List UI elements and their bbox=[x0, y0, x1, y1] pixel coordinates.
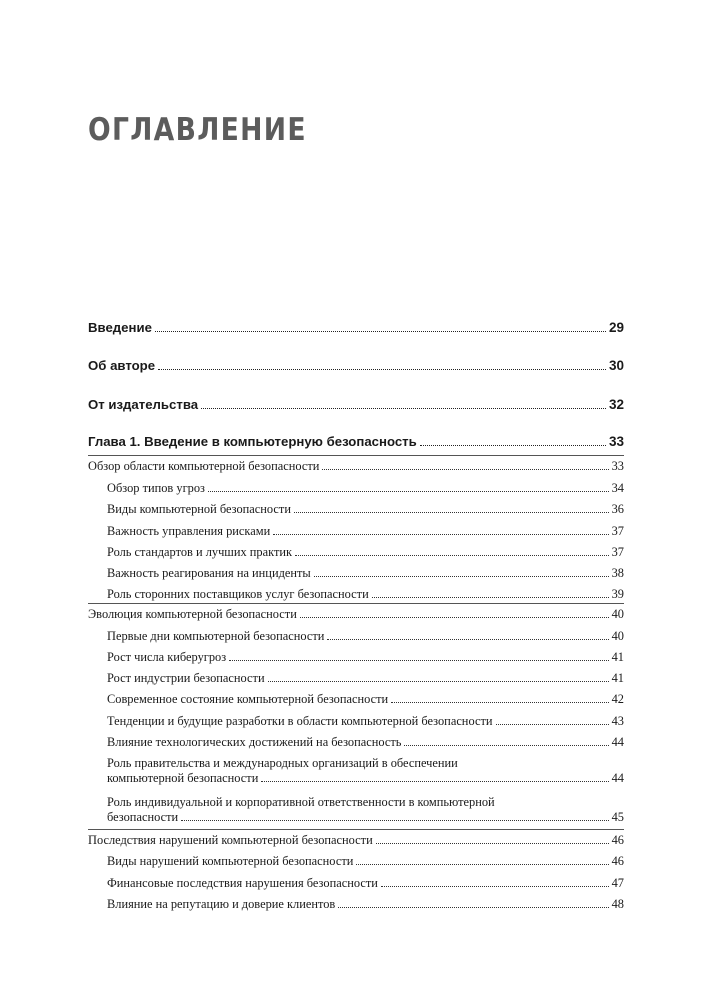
dot-leader bbox=[181, 820, 608, 821]
dot-leader bbox=[391, 702, 608, 703]
dot-leader bbox=[295, 555, 609, 556]
toc-entry-page: 30 bbox=[608, 358, 624, 373]
toc-entry-label: Современное состояние компьютерной безопасности bbox=[107, 692, 389, 706]
dot-leader bbox=[158, 369, 606, 370]
toc-entry-page: 46 bbox=[611, 854, 624, 868]
dot-leader bbox=[294, 512, 609, 513]
toc-entry-page: 41 bbox=[611, 671, 624, 685]
section-divider bbox=[88, 603, 624, 604]
dot-leader bbox=[208, 491, 609, 492]
dot-leader bbox=[372, 597, 609, 598]
toc-entry-label: Об авторе bbox=[88, 358, 156, 373]
toc-entry-subsection[interactable] bbox=[107, 756, 624, 786]
toc-entry-section[interactable] bbox=[88, 459, 624, 474]
toc-entry-subsection[interactable] bbox=[107, 795, 624, 825]
dot-leader bbox=[327, 639, 608, 640]
toc-entry-introduction[interactable] bbox=[88, 320, 624, 335]
toc-entry-label: Глава 1. Введение в компьютерную безопасность bbox=[88, 434, 417, 449]
toc-entry-subsection[interactable] bbox=[107, 587, 624, 602]
toc-entry-page: 43 bbox=[611, 714, 624, 728]
dot-leader bbox=[338, 907, 608, 908]
toc-entry-section[interactable] bbox=[88, 607, 624, 622]
toc-entry-label: Влияние на репутацию и доверие клиентов bbox=[107, 897, 336, 911]
toc-entry-subsection[interactable] bbox=[107, 897, 624, 912]
toc-entry-subsection[interactable] bbox=[107, 692, 624, 707]
dot-leader bbox=[273, 534, 608, 535]
toc-entry-label: Рост индустрии безопасности bbox=[107, 671, 265, 685]
toc-entry-label: Эволюция компьютерной безопасности bbox=[88, 607, 297, 621]
dot-leader bbox=[155, 331, 606, 332]
toc-entry-label: Роль стандартов и лучших практик bbox=[107, 545, 293, 559]
dot-leader bbox=[496, 724, 609, 725]
toc-entry-label: Виды нарушений компьютерной безопасности bbox=[107, 854, 354, 868]
toc-entry-subsection[interactable] bbox=[107, 854, 624, 869]
dot-leader bbox=[404, 745, 608, 746]
page-title: ОГЛАВЛЕНИЕ bbox=[88, 112, 307, 148]
toc-entry-page: 32 bbox=[608, 397, 624, 412]
dot-leader bbox=[420, 445, 606, 446]
toc-entry-chapter-1[interactable] bbox=[88, 434, 624, 449]
toc-entry-label: Влияние технологических достижений на безопасность bbox=[107, 735, 402, 749]
dot-leader bbox=[314, 576, 609, 577]
toc-entry-label: Последствия нарушений компьютерной безопасности bbox=[88, 833, 373, 847]
toc-entry-page: 38 bbox=[611, 566, 624, 580]
toc-entry-label: Обзор области компьютерной безопасности bbox=[88, 459, 320, 473]
toc-entry-page: 39 bbox=[611, 587, 624, 601]
dot-leader bbox=[261, 781, 608, 782]
toc-entry-label: Важность управления рисками bbox=[107, 524, 271, 538]
dot-leader bbox=[322, 469, 608, 470]
toc-entry-label: Обзор типов угроз bbox=[107, 481, 205, 495]
toc-entry-subsection[interactable] bbox=[107, 671, 624, 686]
toc-entry-label-line2: компьютерной безопасности bbox=[107, 771, 259, 785]
toc-entry-section[interactable] bbox=[88, 833, 624, 848]
toc-entry-subsection[interactable] bbox=[107, 629, 624, 644]
toc-entry-subsection[interactable] bbox=[107, 735, 624, 750]
toc-entry-page: 42 bbox=[611, 692, 624, 706]
toc-entry-from-publisher[interactable] bbox=[88, 397, 624, 412]
toc-entry-subsection[interactable] bbox=[107, 650, 624, 665]
toc-entry-subsection[interactable] bbox=[107, 524, 624, 539]
toc-entry-label: Важность реагирования на инциденты bbox=[107, 566, 311, 580]
toc-entry-page: 33 bbox=[611, 459, 624, 473]
toc-entry-page: 48 bbox=[611, 897, 624, 911]
toc-entry-label: Введение bbox=[88, 320, 152, 335]
toc-entry-subsection[interactable] bbox=[107, 502, 624, 517]
toc-entry-subsection[interactable] bbox=[107, 876, 624, 891]
toc-entry-label: Финансовые последствия нарушения безопасности bbox=[107, 876, 378, 890]
toc-entry-label-line1: Роль индивидуальной и корпоративной ответственности в компьютерной bbox=[107, 795, 495, 809]
dot-leader bbox=[201, 408, 606, 409]
toc-entry-page: 41 bbox=[611, 650, 624, 664]
toc-entry-label: От издательства bbox=[88, 397, 199, 412]
dot-leader bbox=[300, 617, 609, 618]
dot-leader bbox=[381, 886, 609, 887]
toc-entry-label-line2: безопасности bbox=[107, 810, 179, 824]
toc-entry-subsection[interactable] bbox=[107, 714, 624, 729]
toc-entry-label-line1: Роль правительства и международных организаций в обеспечении bbox=[107, 756, 458, 770]
section-divider bbox=[88, 829, 624, 830]
toc-entry-page: 47 bbox=[611, 876, 624, 890]
toc-entry-subsection[interactable] bbox=[107, 566, 624, 581]
toc-entry-page: 37 bbox=[611, 545, 624, 559]
toc-entry-label: Тенденции и будущие разработки в области компьютерной безопасности bbox=[107, 714, 493, 728]
toc-entry-page: 40 bbox=[611, 629, 624, 643]
toc-entry-label: Виды компьютерной безопасности bbox=[107, 502, 291, 516]
toc-entry-page: 45 bbox=[611, 810, 624, 824]
toc-entry-subsection[interactable] bbox=[107, 481, 624, 496]
dot-leader bbox=[356, 864, 608, 865]
dot-leader bbox=[268, 681, 609, 682]
toc-entry-page: 36 bbox=[611, 502, 624, 516]
toc-entry-page: 40 bbox=[611, 607, 624, 621]
section-divider bbox=[88, 455, 624, 456]
toc-entry-page: 46 bbox=[611, 833, 624, 847]
toc-entry-page: 34 bbox=[611, 481, 624, 495]
toc-entry-page: 33 bbox=[608, 434, 624, 449]
dot-leader bbox=[229, 660, 608, 661]
toc-entry-label: Первые дни компьютерной безопасности bbox=[107, 629, 325, 643]
toc-entry-about-author[interactable] bbox=[88, 358, 624, 373]
toc-entry-subsection[interactable] bbox=[107, 545, 624, 560]
toc-entry-page: 29 bbox=[608, 320, 624, 335]
toc-entry-page: 37 bbox=[611, 524, 624, 538]
toc-entry-page: 44 bbox=[611, 771, 624, 785]
dot-leader bbox=[376, 843, 609, 844]
toc-entry-page: 44 bbox=[611, 735, 624, 749]
toc-entry-label: Роль сторонних поставщиков услуг безопасности bbox=[107, 587, 369, 601]
toc-entry-label: Рост числа киберугроз bbox=[107, 650, 227, 664]
